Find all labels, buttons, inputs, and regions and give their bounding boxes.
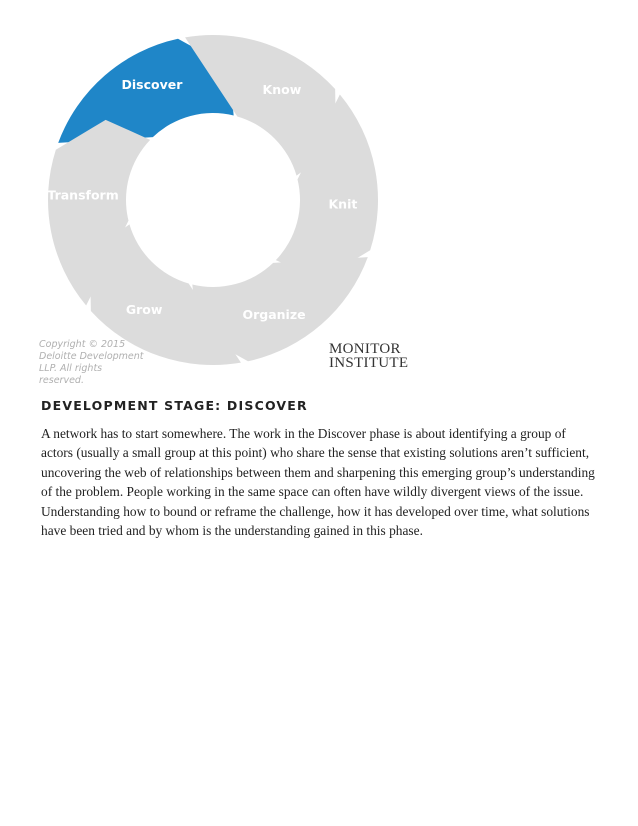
monitor-institute-logo (329, 342, 408, 370)
segment-label-organize: Organize (242, 306, 306, 322)
stage-heading: DEVELOPMENT STAGE: DISCOVER (41, 398, 308, 413)
logo-line-1: MONITOR (329, 341, 401, 357)
development-cycle-diagram (0, 0, 638, 380)
segment-label-knit: Knit (328, 196, 358, 212)
stage-description: A network has to start somewhere. The work in the Discover phase is about identifying a group of actors (usually a small group at this point) who share the sense that existing solutions aren’t sufficient, uncovering the web of relationships between them and sharpening this emerging group’s understanding of the problem. People working in the same space can often have wildly divergent views of the issue. Understanding how to bound or reframe the challenge, how it has developed over time, what solutions have been tried and by whom is the understanding gained in this phase. (41, 426, 595, 539)
segment-label-discover: Discover (121, 77, 183, 93)
segment-label-grow: Grow (125, 302, 163, 318)
segment-label-know: Know (262, 81, 302, 97)
segment-label-transform: Transform (47, 187, 119, 203)
logo-line-2: INSTITUTE (329, 355, 409, 371)
copyright-notice: Copyright © 2015 Deloitte Development LLP. All rights reserved. (39, 339, 144, 386)
